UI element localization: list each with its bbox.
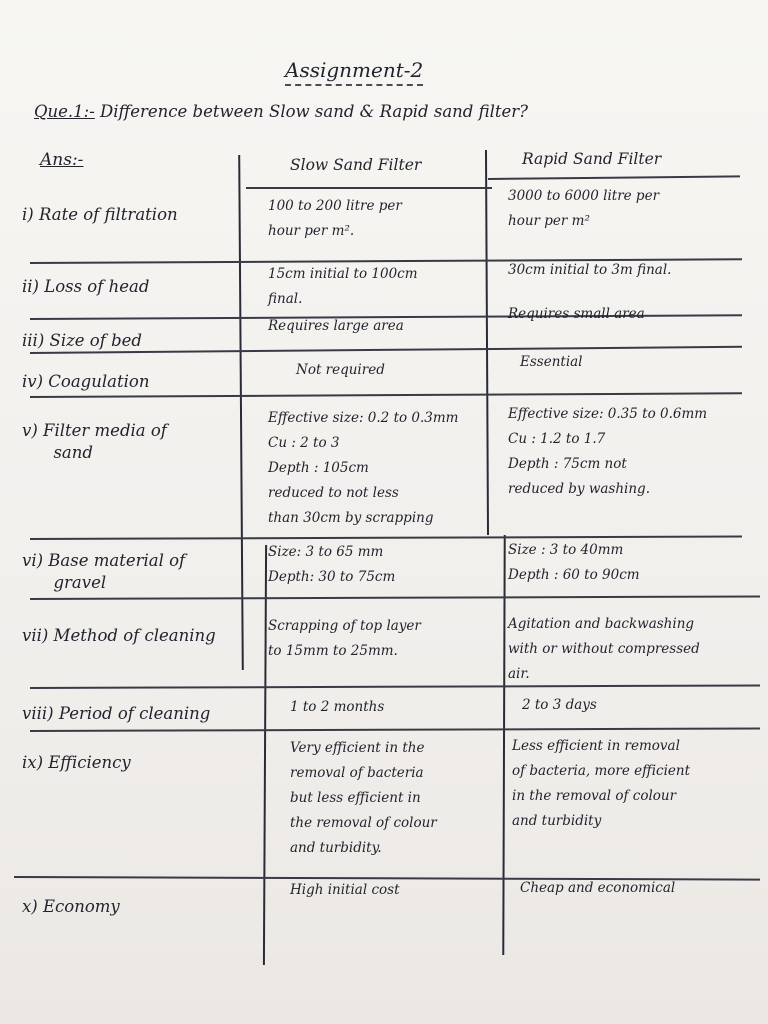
rapid-period-of-cleaning: 2 to 3 days bbox=[522, 697, 597, 713]
question-label: Que.1:- bbox=[34, 102, 95, 121]
page-title: Assignment-2 bbox=[285, 58, 423, 86]
row-label-economy: x) Economy bbox=[22, 897, 120, 916]
slow-coagulation: Not required bbox=[296, 362, 385, 378]
rapid-filter-media-of-sand: Effective size: 0.35 to 0.6mm Cu : 1.2 to 1.7 Depth : 75cm not reduced by washing. bbox=[508, 406, 708, 497]
slow-period-of-cleaning: 1 to 2 months bbox=[290, 699, 385, 715]
row-label-size-of-bed: iii) Size of bed bbox=[22, 331, 142, 350]
slow-efficiency: Very efficient in the removal of bacteria but less efficient in the removal of colour and turbidity. bbox=[290, 740, 437, 856]
rapid-efficiency: Less efficient in removal of bacteria, more efficient in the removal of colour and turbidity bbox=[512, 738, 691, 829]
row-label-loss-of-head: ii) Loss of head bbox=[22, 277, 150, 296]
row-label-efficiency: ix) Efficiency bbox=[22, 753, 131, 772]
column-header-rapid: Rapid Sand Filter bbox=[522, 150, 662, 168]
slow-method-of-cleaning: Scrapping of top layer to 15mm to 25mm. bbox=[268, 618, 421, 659]
rapid-size-of-bed: Requires small area bbox=[508, 306, 645, 322]
slow-filter-media-of-sand: Effective size: 0.2 to 0.3mm Cu : 2 to 3 Depth : 105cm reduced to not less than 30cm by scrapping bbox=[268, 410, 459, 526]
slow-size-of-bed: Requires large area bbox=[268, 318, 404, 334]
rapid-coagulation: Essential bbox=[520, 354, 583, 370]
rapid-loss-of-head: 30cm initial to 3m final. bbox=[508, 262, 672, 278]
answer-label: Ans:- bbox=[40, 150, 84, 170]
rapid-base-material-of-gravel: Size : 3 to 40mm Depth : 60 to 90cm bbox=[508, 542, 640, 583]
question-line bbox=[34, 102, 734, 121]
rapid-method-of-cleaning: Agitation and backwashing with or without compressed air. bbox=[508, 616, 700, 682]
row-label-filter-media-of-sand: v) Filter media of sand bbox=[22, 421, 167, 462]
row-label-rate-of-filtration: i) Rate of filtration bbox=[22, 205, 178, 224]
column-header-slow: Slow Sand Filter bbox=[290, 156, 422, 174]
row-divider bbox=[246, 187, 492, 189]
row-label-coagulation: iv) Coagulation bbox=[22, 372, 150, 391]
rapid-economy: Cheap and economical bbox=[520, 880, 676, 896]
row-label-base-material-of-gravel: vi) Base material of gravel bbox=[22, 551, 186, 592]
slow-base-material-of-gravel: Size: 3 to 65 mm Depth: 30 to 75cm bbox=[268, 544, 396, 585]
rapid-rate-of-filtration: 3000 to 6000 litre per hour per m² bbox=[508, 188, 660, 229]
row-label-period-of-cleaning: viii) Period of cleaning bbox=[22, 704, 211, 723]
slow-loss-of-head: 15cm initial to 100cm final. bbox=[268, 266, 418, 307]
slow-rate-of-filtration: 100 to 200 litre per hour per m². bbox=[268, 198, 402, 239]
row-label-method-of-cleaning: vii) Method of cleaning bbox=[22, 626, 216, 645]
slow-economy: High initial cost bbox=[290, 882, 400, 898]
question-text: Difference between Slow sand & Rapid sand filter? bbox=[100, 102, 529, 121]
